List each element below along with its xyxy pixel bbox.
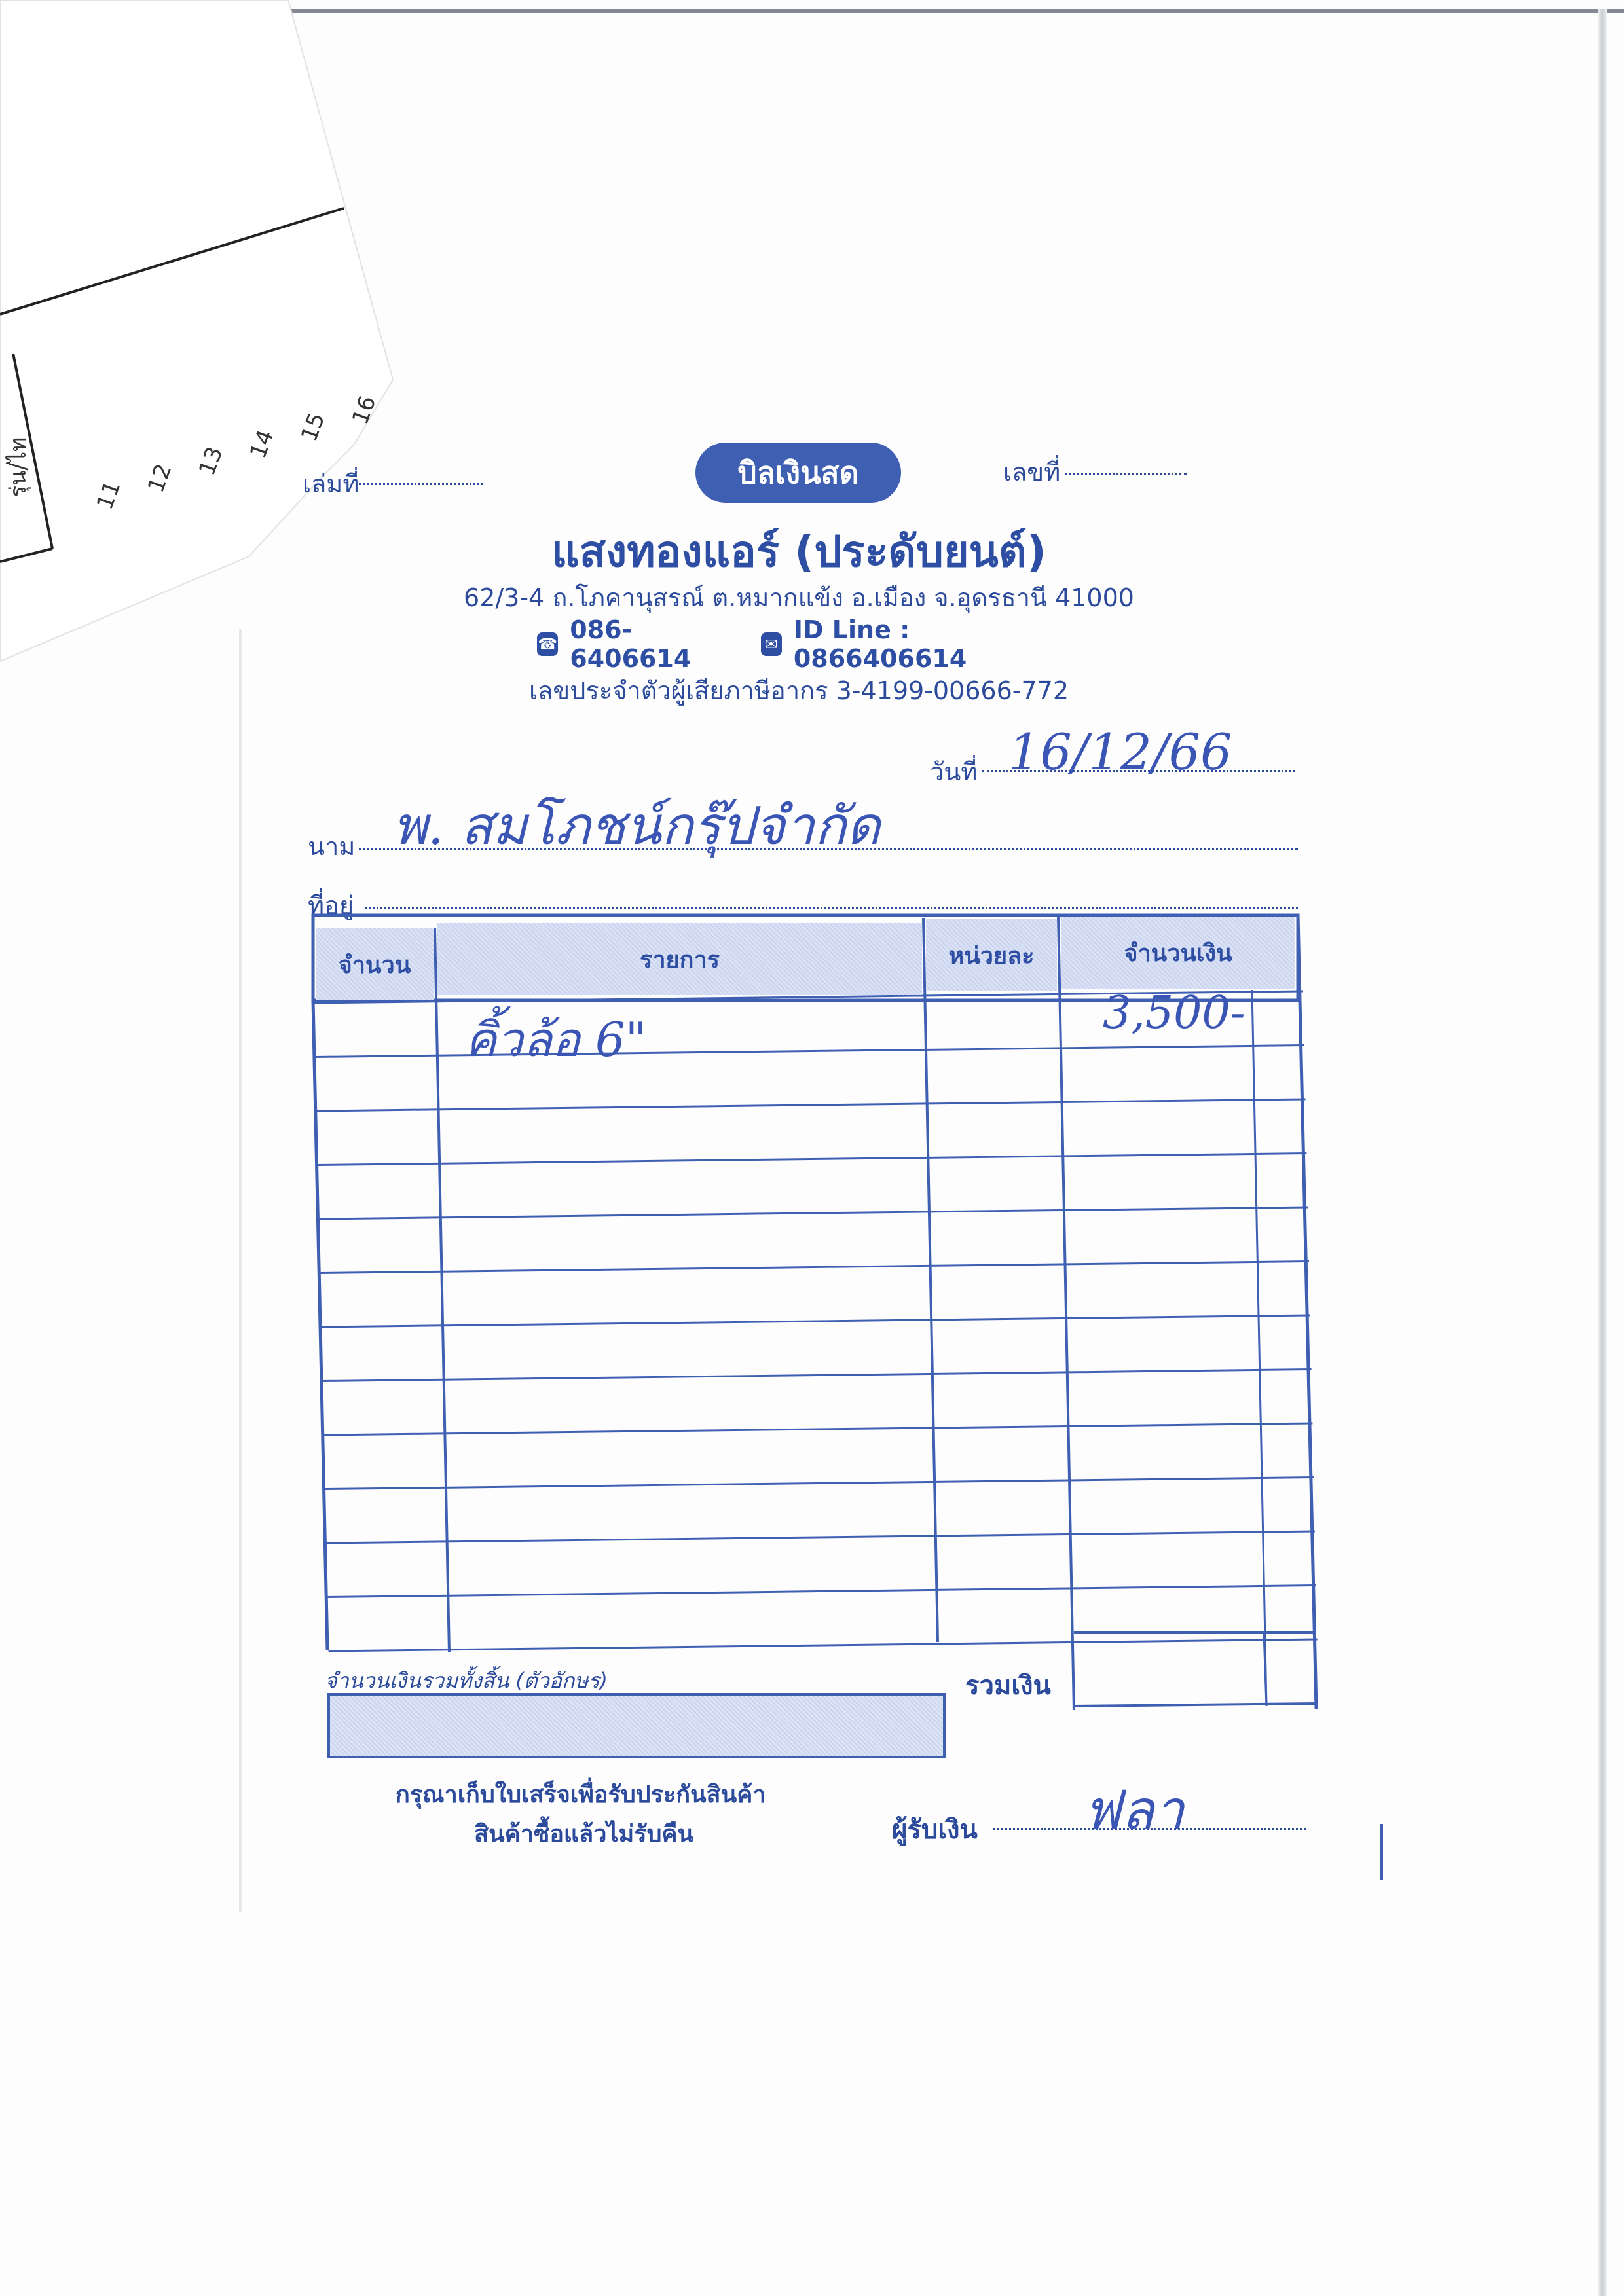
table-row-line: [317, 1099, 1306, 1111]
total-label: รวมเงิน: [965, 1671, 1051, 1701]
table-row-line: [325, 1478, 1314, 1489]
date-label: วันที่: [930, 757, 978, 786]
table-row-line: [323, 1370, 1312, 1381]
torn-sheet-col-11: 11: [92, 477, 126, 513]
warranty-note: กรุณาเก็บใบเสร็จเพื่อรับประกันสินค้า: [396, 1781, 766, 1808]
total-in-words-box: [327, 1693, 946, 1758]
shop-address: 62/3-4 ถ.โภคานุสรณ์ ต.หมากแข้ง อ.เมือง จ.อุดรธานี 41000: [464, 583, 1134, 612]
table-row-line: [326, 1531, 1315, 1543]
book-no-label: เล่มที่: [303, 469, 360, 498]
shop-phone: 086-6406614: [570, 615, 692, 673]
torn-sheet-partial-header: รุ่น/ไท: [5, 437, 31, 498]
table-row-line: [323, 1423, 1312, 1435]
doc-no-label: เลขที่: [1003, 458, 1061, 486]
date-value: 16/12/66: [1008, 723, 1232, 781]
table-row-line: [319, 1207, 1308, 1219]
table-row-line: [318, 1154, 1306, 1165]
shop-tax-id: เลขประจำตัวผู้เสียภาษีอากร 3-4199-00666-772: [528, 676, 1069, 705]
table-header-item: รายการ: [437, 923, 922, 995]
customer-name-label: นาม: [308, 832, 356, 861]
shop-line-id: ID Line : 0866406614: [793, 615, 967, 673]
torn-sheet-col-12: 12: [143, 460, 177, 496]
table-row-line: [322, 1315, 1310, 1327]
receiver-signature: ฟลา: [1083, 1779, 1185, 1842]
table-row-line: [316, 1046, 1304, 1057]
phone-icon: ☎: [537, 632, 558, 656]
table-row-1-item: คิ้วล้อ 6": [465, 1012, 647, 1067]
receiver-label: ผู้รับเงิน: [892, 1815, 978, 1845]
customer-address-label: ที่อยู่: [308, 891, 354, 920]
table-header-unit-price: หน่วยละ: [926, 919, 1057, 991]
line-icon: ✉: [761, 632, 782, 656]
shop-name: แสงทองแอร์ (ประดับยนต์): [551, 526, 1046, 577]
total-in-words-label: จำนวนเงินรวมทั้งสิ้น (ตัวอักษร): [325, 1668, 608, 1693]
bill-title-badge: บิลเงินสด: [695, 443, 901, 503]
table-row-line: [327, 1586, 1316, 1597]
customer-name-value: พ. สมโภชน์กรุ๊ปจำกัด: [393, 795, 881, 856]
table-row-line: [320, 1262, 1309, 1273]
torn-sheet-col-13: 13: [194, 443, 229, 479]
table-row-1-amount: 3,500-: [1103, 987, 1246, 1039]
torn-sheet-col-15: 15: [296, 409, 331, 445]
table-row-line: [329, 1639, 1318, 1651]
no-return-note: สินค้าซื้อแล้วไม่รับคืน: [474, 1821, 694, 1848]
table-header-qty: จำนวน: [316, 928, 434, 1000]
torn-sheet-col-14: 14: [245, 426, 280, 462]
torn-sheet-col-16: 16: [347, 392, 382, 428]
table-header-amount: จำนวนเงิน: [1061, 917, 1295, 989]
margin-mark: [1380, 1824, 1383, 1880]
